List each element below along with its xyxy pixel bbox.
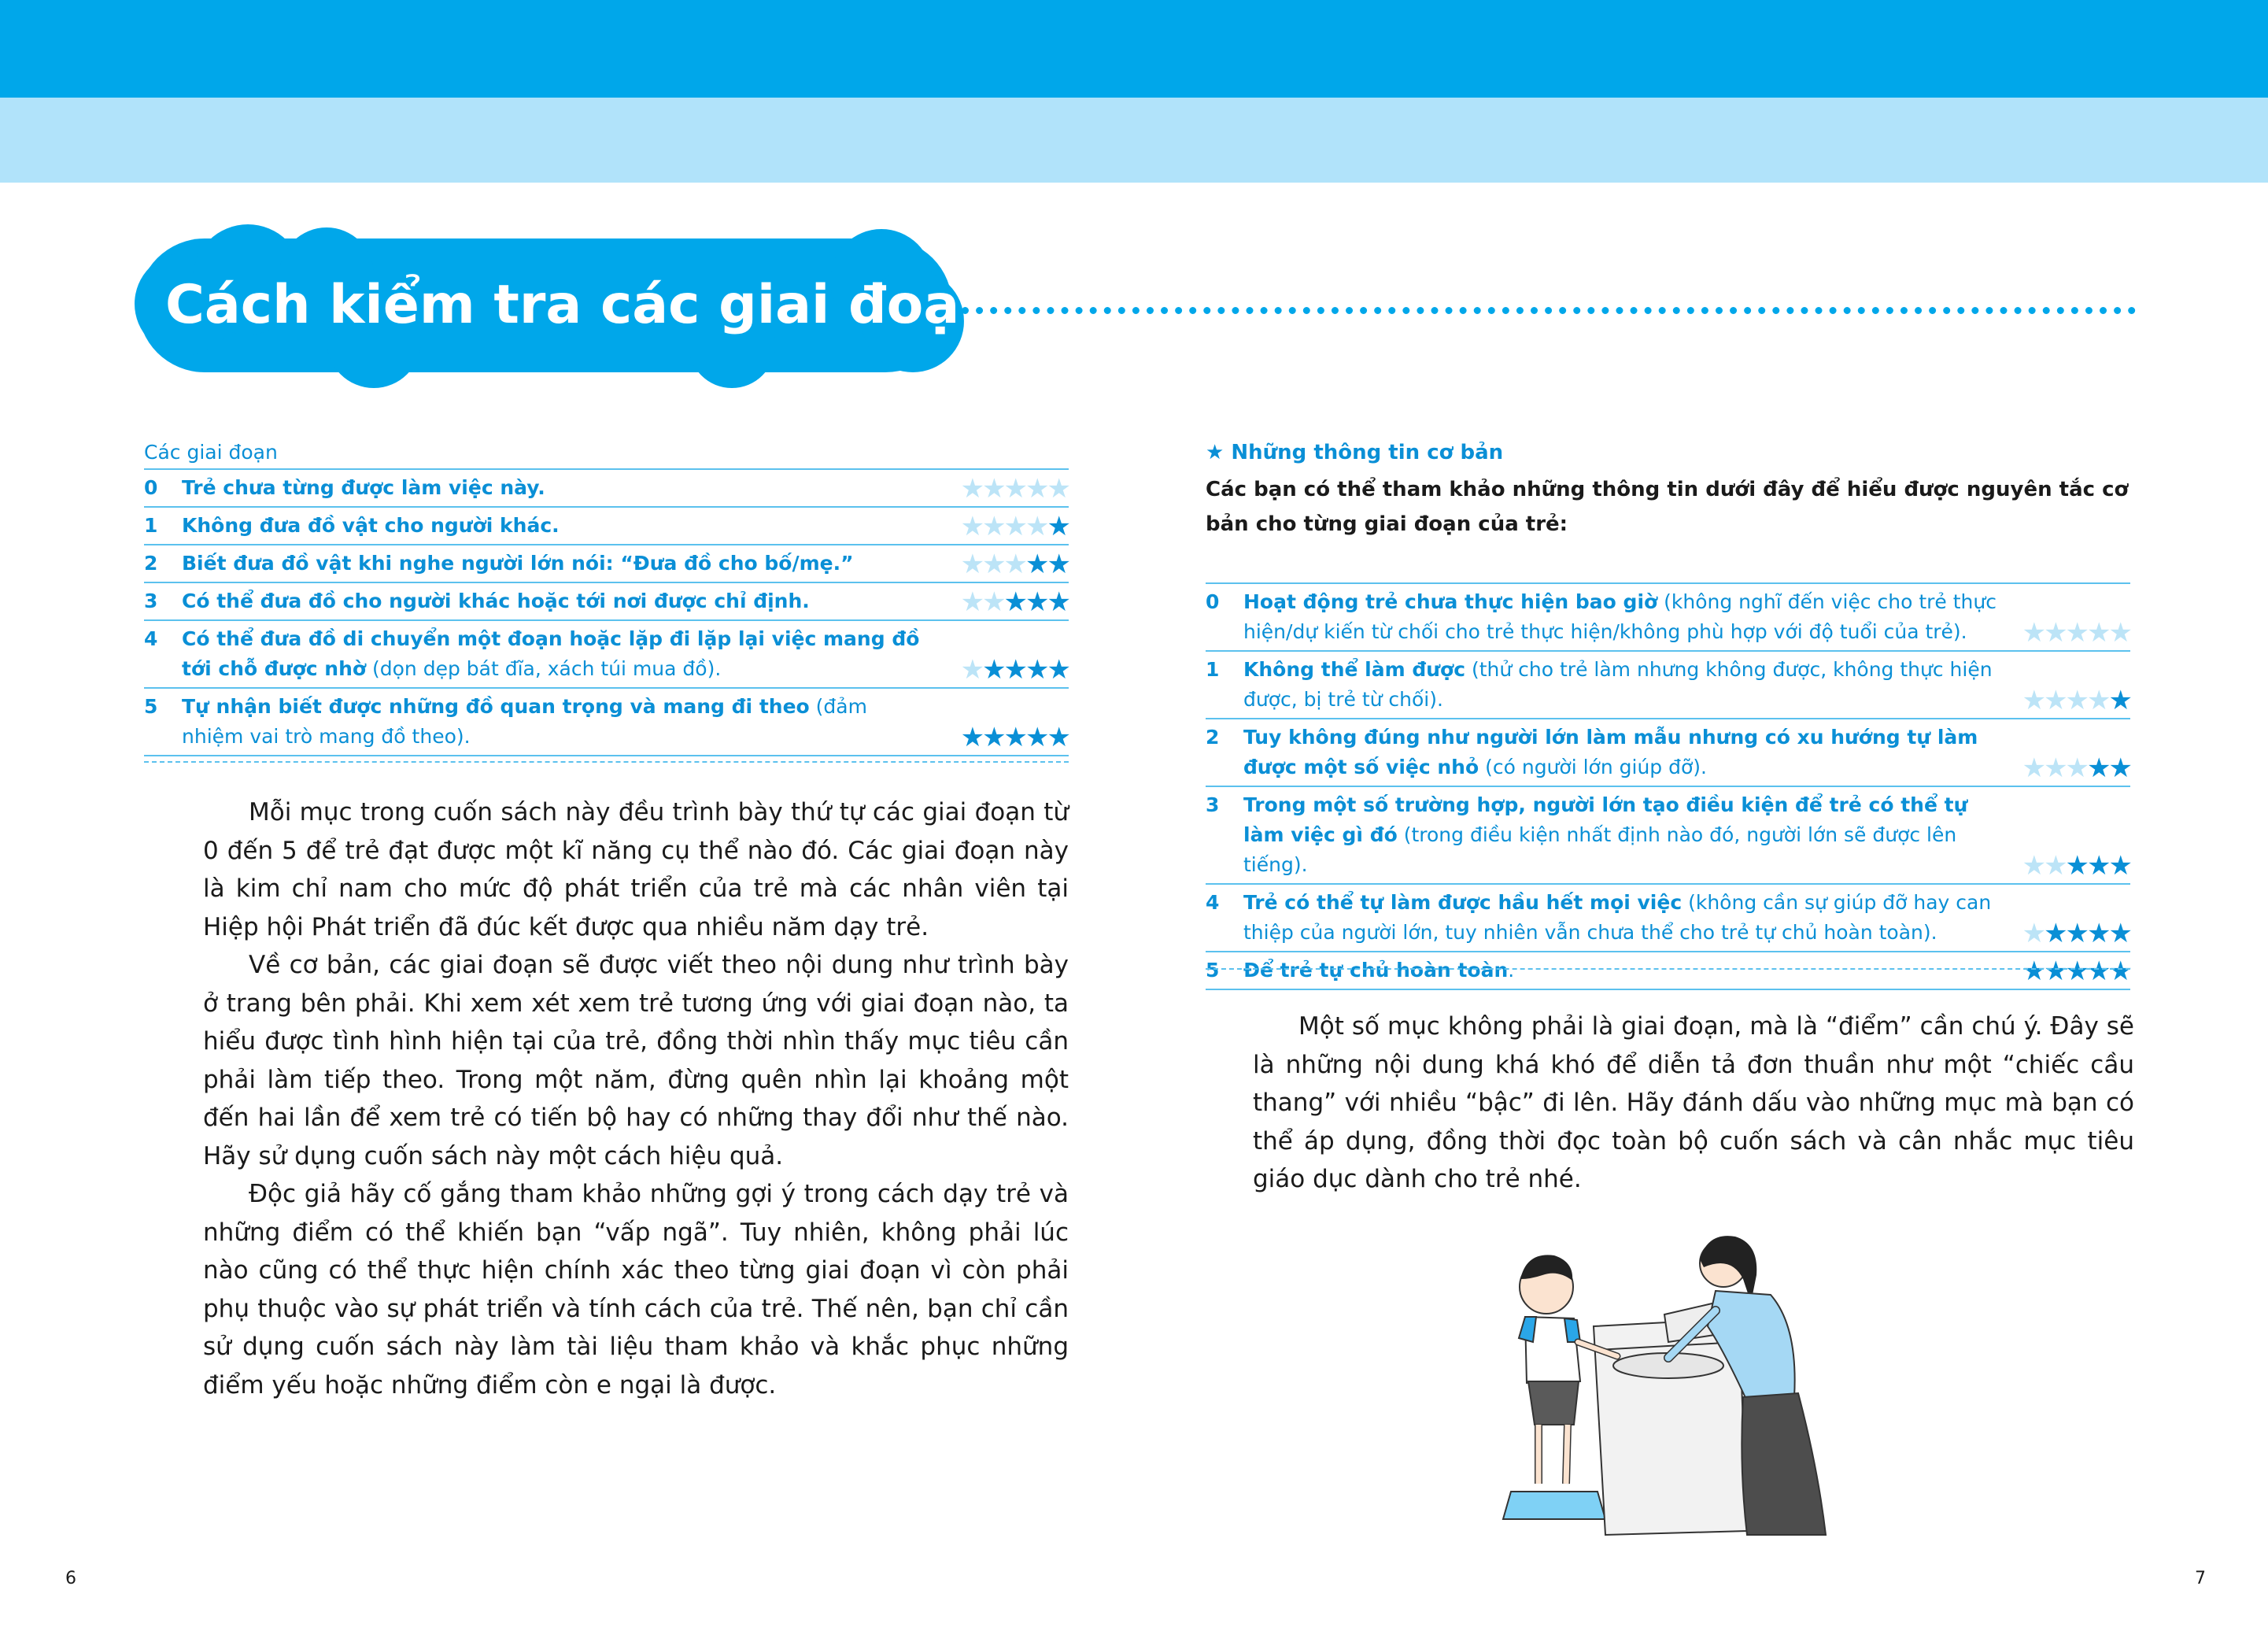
stage-number: 5 (144, 695, 158, 718)
star-rating (960, 654, 1069, 686)
star-icon: ★ (1025, 654, 1047, 686)
star-icon: ★ (2022, 850, 2045, 882)
info-description: Các bạn có thể tham khảo những thông tin dưới đây để hiểu được nguyên tắc cơ bản cho từng giai đoạn của trẻ: (1206, 478, 2129, 536)
stage-note: (trong điều kiện nhất định nào đó, người lớn sẽ được lên tiếng). (1243, 823, 1957, 876)
light-color-band (0, 98, 2268, 183)
stage-number: 1 (144, 514, 158, 537)
stage-description (1243, 584, 2130, 650)
star-icon: ★ (2087, 956, 2109, 987)
paragraph: Mỗi mục trong cuốn sách này đều trình bày thứ tự các giai đoạn từ 0 đến 5 để trẻ đạt được một kĩ năng cụ thể nào đó. Các giai đoạn này là kim chỉ nam cho mức độ phát triển của trẻ mà các nhân viên tại Hiệp hội Phát triển đã đúc kết được qua nhiều năm dạy trẻ. (203, 798, 1069, 941)
stage-number: 0 (144, 476, 158, 499)
star-icon: ★ (2087, 617, 2109, 649)
star-icon: ★ (2108, 850, 2130, 882)
page-title: Cách kiểm tra các giai đoạn (165, 274, 998, 336)
stage-number: 4 (1206, 891, 1220, 914)
star-icon: ★ (2044, 956, 2066, 987)
stage-row (1206, 885, 2130, 952)
star-rating (2022, 920, 2130, 947)
star-icon: ★ (2044, 685, 2066, 716)
star-icon: ★ (982, 654, 1004, 686)
stage-description (182, 508, 1069, 544)
star-rating (2022, 752, 2130, 784)
star-rating (960, 586, 1069, 618)
star-icon: ★ (1003, 511, 1026, 542)
paragraph: Độc giả hãy cố gắng tham khảo những gợi ý trong cách dạy trẻ và những điểm có thể khiến bạn “vấp ngã”. Tuy nhiên, không phải lúc nào cũng có thể thực hiện chính xác theo từng giai đoạn vì còn phải phụ thuộc vào sự phát triển và tính cách của trẻ. Thế nên, bạn chỉ cần sử dụng cuốn sách này làm tài liệu tham khảo và khắc phục những điểm yếu hoặc những điểm còn e ngại là được. (203, 1180, 1069, 1399)
stage-row (144, 621, 1069, 689)
stage-note: (đảm nhiệm vai trò mang đồ theo). (182, 695, 867, 748)
stage-number: 2 (144, 552, 158, 575)
stage-number: 1 (1206, 658, 1220, 681)
stage-table-header: Các giai đoạn (144, 437, 1069, 470)
star-rating (961, 551, 1069, 578)
stage-note: (dọn dẹp bát đĩa, xách túi mua đồ). (366, 657, 722, 680)
star-icon: ★ (2044, 850, 2066, 882)
star-icon: ★ (2108, 685, 2130, 716)
left-body-text (203, 793, 1069, 1404)
star-icon: ★ (2108, 918, 2130, 949)
star-icon: ★ (1047, 654, 1069, 686)
star-icon: ★ (960, 722, 983, 753)
illustration-child-and-mother (1479, 1232, 1841, 1539)
stage-description (182, 545, 1069, 582)
stage-number: 3 (144, 590, 158, 612)
star-icon: ★ (960, 586, 983, 618)
stage-description (1243, 719, 2130, 786)
stage-row (144, 470, 1069, 508)
star-icon: ★ (1025, 722, 1047, 753)
dotted-rule (962, 307, 2136, 314)
star-icon: ★ (2108, 617, 2130, 649)
star-icon: ★ (1025, 586, 1047, 618)
stage-description (1243, 952, 2130, 989)
star-icon: ★ (2022, 685, 2045, 716)
stage-row (144, 689, 1069, 756)
stage-title: Biết đưa đồ vật khi nghe người lớn nói: “Đưa đồ cho bố/mẹ.” (182, 552, 854, 575)
star-icon: ★ (960, 473, 983, 505)
stage-row (1206, 787, 2130, 885)
star-icon: ★ (1003, 654, 1026, 686)
star-icon: ★ (2087, 752, 2109, 784)
star-icon: ★ (982, 511, 1004, 542)
star-rating (961, 513, 1069, 540)
stage-row (144, 583, 1069, 621)
stage-note: (có người lớn giúp đỡ). (1479, 756, 1707, 778)
star-icon: ★ (2087, 850, 2109, 882)
star-icon: ★ (2087, 685, 2109, 716)
star-icon: ★ (960, 511, 983, 542)
star-icon: ★ (2022, 956, 2045, 987)
star-icon: ★ (982, 549, 1004, 580)
right-body-text (1253, 1008, 2134, 1199)
stage-description (182, 621, 1069, 687)
dashed-divider (1206, 968, 2130, 970)
star-icon: ★ (2065, 617, 2088, 649)
dashed-divider (144, 761, 1069, 763)
star-icon: ★ (2044, 617, 2066, 649)
star-rating (960, 473, 1069, 505)
stage-note: . (1508, 959, 1515, 982)
stage-number: 0 (1206, 590, 1220, 613)
stage-title: Không đưa đồ vật cho người khác. (182, 514, 560, 537)
page-number-left: 6 (65, 1569, 76, 1588)
stage-title: Có thể đưa đồ di chuyển một đoạn hoặc lặp đi lặp lại việc mang đồ tới chỗ được nhờ (182, 627, 920, 680)
stage-note: (không nghĩ đến việc cho trẻ thực hiện/dự kiến từ chối cho trẻ thực hiện/không phù hợp với độ tuổi của trẻ). (1243, 590, 1997, 643)
star-icon: ★ (2065, 956, 2088, 987)
stage-description (182, 583, 1069, 619)
star-icon: ★ (1003, 586, 1026, 618)
star-icon: ★ (1003, 722, 1026, 753)
star-icon: ★ (2065, 918, 2088, 949)
stage-row (1206, 584, 2130, 652)
star-icon: ★ (960, 549, 983, 580)
star-icon: ★ (2065, 685, 2088, 716)
stage-title: Hoạt động trẻ chưa thực hiện bao giờ (1243, 590, 1658, 613)
stage-title: Không thể làm được (1243, 658, 1466, 681)
stage-title: Trẻ chưa từng được làm việc này. (182, 476, 545, 499)
star-icon: ★ (1047, 473, 1069, 505)
stage-title: Tự nhận biết được những đồ quan trọng và mang đi theo (182, 695, 810, 718)
star-icon: ★ (2065, 752, 2088, 784)
star-icon: ★ (2108, 956, 2130, 987)
right-stage-table (1206, 582, 2130, 990)
stage-description (1243, 885, 2130, 951)
star-rating (2022, 958, 2130, 985)
star-icon: ★ (960, 654, 983, 686)
star-icon: ★ (2022, 752, 2045, 784)
star-icon: ★ (1003, 473, 1026, 505)
star-icon: ★ (2044, 918, 2066, 949)
star-icon: ★ (2065, 850, 2088, 882)
star-icon: ★ (1047, 549, 1069, 580)
star-icon: ★ (2022, 918, 2045, 949)
top-color-band (0, 0, 2268, 98)
info-title: ★ Những thông tin cơ bản (1206, 441, 1504, 464)
paragraph: Về cơ bản, các giai đoạn sẽ được viết theo nội dung như trình bày ở trang bên phải. Khi xem xét xem trẻ tương ứng với giai đoạn nào, ta hiểu được tình hình hiện tại của trẻ, đồng thời nhìn thấy mục tiêu cần phải làm tiếp theo. Trong một năm, đừng quên nhìn lại khoảng một đến hai lần để xem trẻ có tiến bộ hay có những thay đổi như thế nào. Hãy sử dụng cuốn sách này một cách hiệu quả. (203, 951, 1069, 1170)
star-icon: ★ (1025, 549, 1047, 580)
stage-row (1206, 652, 2130, 719)
star-icon: ★ (982, 473, 1004, 505)
stage-note: (thử cho trẻ làm nhưng không được, không thực hiện được, bị trẻ từ chối). (1243, 658, 1993, 711)
star-icon: ★ (2044, 752, 2066, 784)
star-rating (961, 724, 1069, 751)
star-icon: ★ (1047, 586, 1069, 618)
stage-title: Để trẻ tự chủ hoàn toàn (1243, 959, 1509, 982)
star-icon: ★ (982, 586, 1004, 618)
stage-row (1206, 952, 2130, 990)
star-icon: ★ (2087, 918, 2109, 949)
star-icon: ★ (2022, 617, 2045, 649)
stage-number: 4 (144, 627, 158, 650)
stage-number: 2 (1206, 726, 1220, 749)
star-icon: ★ (1047, 722, 1069, 753)
stage-row (144, 508, 1069, 545)
star-icon: ★ (1047, 511, 1069, 542)
stage-number: 3 (1206, 793, 1220, 816)
stage-title: Có thể đưa đồ cho người khác hoặc tới nơi được chỉ định. (182, 590, 810, 612)
stage-description (182, 470, 1069, 506)
left-stage-table (144, 437, 1069, 756)
star-rating (2022, 617, 2130, 649)
stage-description (1243, 787, 2130, 883)
stage-row (144, 545, 1069, 583)
star-icon: ★ (1025, 511, 1047, 542)
stage-title: Trẻ có thể tự làm được hầu hết mọi việc (1243, 891, 1683, 914)
stage-title: Trong một số trường hợp, người lớn tạo điều kiện để trẻ có thể tự làm việc gì đó (1243, 793, 1968, 846)
stage-description (1243, 652, 2130, 718)
stage-description (182, 689, 1069, 755)
star-rating (2022, 850, 2130, 882)
stage-note: (không cần sự giúp đỡ hay can thiệp của người lớn, tuy nhiên vẫn chưa thể cho trẻ tự chủ hoàn toàn). (1243, 891, 1992, 944)
stage-title: Tuy không đúng như người lớn làm mẫu nhưng có xu hướng tự làm được một số việc nhỏ (1243, 726, 1978, 778)
star-icon: ★ (1025, 473, 1047, 505)
page-number-right: 7 (2195, 1569, 2206, 1588)
title-pill (138, 238, 998, 372)
paragraph: Một số mục không phải là giai đoạn, mà là “điểm” cần chú ý. Đây sẽ là những nội dung khá khó để diễn tả đơn thuần như một “chiếc cầu thang” với nhiều “bậc” đi lên. Hãy đánh dấu vào những mục mà bạn có thể áp dụng, đồng thời đọc toàn bộ cuốn sách và cân nhắc mục tiêu giáo dục dành cho trẻ nhé. (1253, 1012, 2134, 1193)
star-icon: ★ (982, 722, 1004, 753)
star-icon: ★ (1003, 549, 1026, 580)
stage-row (1206, 719, 2130, 787)
star-icon: ★ (2108, 752, 2130, 784)
star-rating (2022, 687, 2130, 714)
stage-number: 5 (1206, 959, 1220, 982)
